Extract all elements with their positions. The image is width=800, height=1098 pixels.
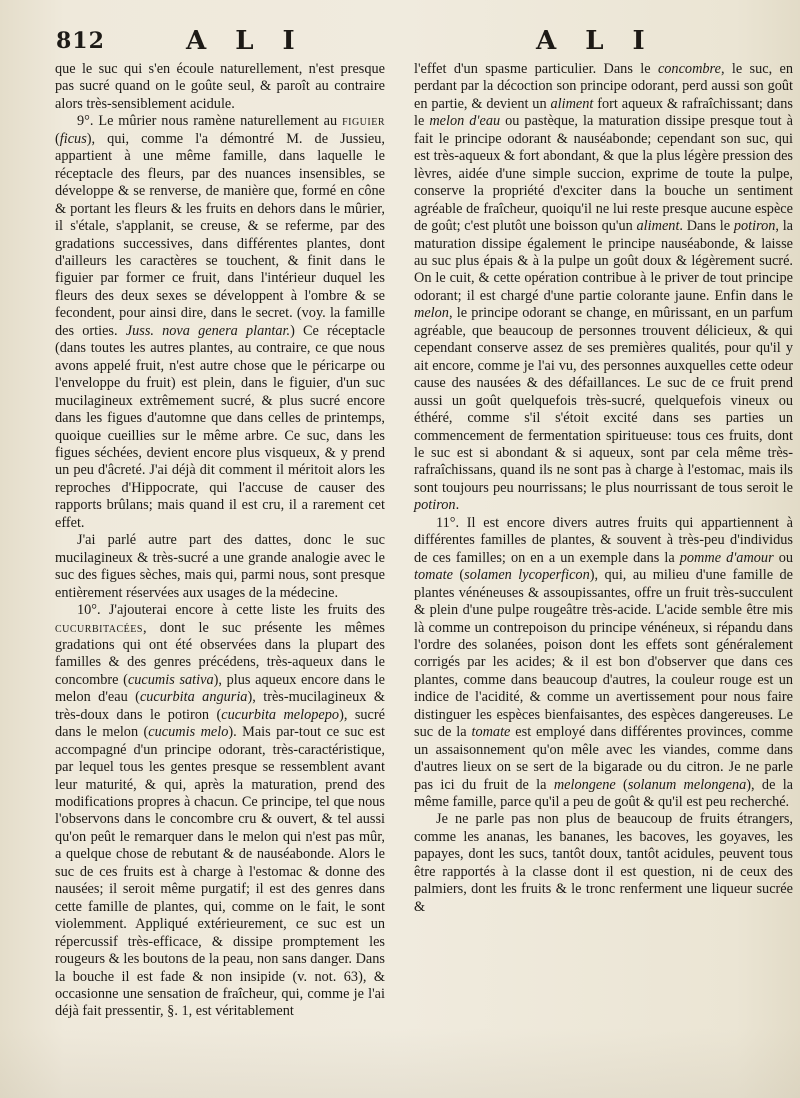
text-span: , dont le suc présente les mêmes gradations qui ont été observées dans la plupart des familles & des genres précédens, très-aqueux dans le concombre ( [55, 619, 385, 688]
text-span: ), très-mucilagineux & très-doux dans le potiron ( [55, 689, 385, 723]
text-span: ou pastèque, la maturation dissipe presque tout à fait le principe odorant & nauséabonde; cependant son suc, qui est très-aqueux & fort abondant, & que la plus légère pression des lèvres, aidée d'une simple succion, exprime de toute la pulpe, conserve la propriété d'exciter dans la bouche un sentiment agréable de fraîcheur, quoiqu'il ne lui reste presque aucune espèce de goût; c'est plutôt une boisson qu'un [414, 113, 793, 235]
paragraph-fruits-etrangers: Je ne parle pas non plus de beaucoup de fruits étrangers, comme les ananas, les bananes, les bacoves, les goyaves, les papayes, dont les sucs, tantôt doux, tantôt acidules, peuvent tous être rapportés à la classe dont il est question, ni de ceux des palmiers, dont les fruits & le tronc renferment une liqueur sucrée & [414, 811, 793, 915]
paragraph-continued [414, 61, 793, 515]
term-cucurbitacees: cucurbitacées [55, 619, 143, 636]
latin-name: ficus [59, 130, 87, 147]
italic-term: aliment [636, 218, 680, 235]
text-span: , qui, comme l'a démontré M. de Jussieu, appartient à une même famille, dans laquelle le réceptacle des fleurs, par des nuances insensibles, se développe & se renverse, de manière que, formé en cône & portant les fleurs & les fruits en dehors dans le mûrier, il s'étale, s'applanit, se creuse, & se referme, par des gradations successives, dans différentes plantes, dont d'ailleurs les caractères se touchent, & finit dans le figuier par former ce fruit, dans l'intérieur duquel les fleurs des deux sexes se développent à l'ombre & se fecondent, pour ainsi dire, dans le secret. (voy. la famille des orties. [55, 130, 385, 339]
latin-name: cucurbita melopepo [221, 706, 340, 723]
italic-term: concombre [657, 61, 721, 77]
italic-term: melon d'eau [429, 113, 501, 130]
page-number: 812 [56, 28, 105, 54]
paragraph-figuier: 9°. Le mûrier nous ramène naturellement au figuier (ficus), qui, comme l'a démontré M. de Jussieu, appartient à une même famille, dans laquelle le réceptacle des fleurs, par des nuances insensibles, se développe & se renverse, de manière que, formé en cône & portant les fleurs & les fruits en dehors dans le mûrier, il s'étale, s'applanit, se creuse, & se referme, par des gradations successives, dans différentes plantes, dont d'ailleurs les caractères se touchent, & finit dans le figuier par former ce fruit, dans l'intérieur duquel les fleurs des deux sexes se développent à l'ombre & se fecondent, pour ainsi dire, dans le secret. (voy. la famille des orties. Juss. nova genera plantar.) Ce réceptacle (dans toutes les autres plantes, au contraire, ce que nous avons appelé fruit, n'est autre chose que le péricarpe ou l'enveloppe du fruit) est plein, dans le figuier, d'un suc mucilagineux extrêmement sucré, & plus sucré encore dans les figues d'automne que dans celles de printemps, quoique cueillies sur le même arbre. Ce suc, dans les figues séchées, devient encore plus visqueux, & y prend un peu d'âcreté. J'ai déjà dit comment il méritoit alors les reproches d'Hippocrate, qui l'accuse de causer des rapports brûlans; mais quand il est cru, il a rarement cet effet. [55, 113, 386, 531]
paragraph-tomate [414, 515, 793, 812]
text-span: 10°. J'ajouterai encore à cette liste les fruits des [77, 602, 385, 619]
reference: Juss. nova genera plantar. [125, 322, 291, 339]
running-head-left: A L I [186, 26, 305, 56]
text-span: ) Ce réceptacle (dans toutes les autres plantes, au contraire, ce que nous avons appelé fruit, n'est autre chose que le péricarpe ou l'enveloppe du fruit) est plein, dans le figuier, d'un suc mucilagineux extrêmement sucré, & plus sucré encore dans les figues d'automne que dans celles de printemps, quoique cueillies sur le même arbre. Ce suc, dans les figues séchées, devient encore plus visqueux, & y prend un peu d'âcreté. J'ai déjà dit comment il méritoit alors les reproches d'Hippocrate, qui l'accuse de causer des rapports brûlans; mais quand il est cru, il a rarement cet effet. [55, 322, 385, 531]
running-head-right: A L I [536, 26, 655, 56]
italic-term: tomate [414, 567, 453, 584]
page-header [56, 22, 792, 56]
left-column [55, 61, 385, 1021]
text-span: , le principe odorant se change, en mûrissant, en un parfum agréable, que beaucoup de personnes trouvent délicieux, & qui cependant conserve assez de ses premières qualités, pour qu'il y ait encore, comme je l'ai vu, des personnes auxquelles cette odeur cause des nausées & des défaillances. Le suc de ce fruit prend aussi un goût quelquefois très-sucré, quelquefois vineux ou éthéré, comme s'il s'étoit excité dans ses parties un commencement de fermentation spiritueuse: tous ces fruits, dont le suc est si abondant & si aqueux, sont par cela même très-rafraîchissans, quand ils ne sont pas à charge à l'estomac, mais ils sont toujours peu nourrissans; le plus nourrissant de tous seroit le [414, 305, 793, 496]
right-column [414, 61, 793, 916]
italic-term: tomate [471, 724, 511, 741]
text-span: ou [778, 549, 793, 566]
text-span: ( [623, 776, 628, 793]
italic-term: potiron [414, 497, 456, 514]
italic-term: melongene [553, 776, 616, 793]
italic-term: pomme d'amour [679, 549, 774, 566]
text-span: ( [459, 567, 465, 584]
text-span: . [455, 497, 460, 514]
text-span: fort aqueux & rafraîchissant; dans le [414, 95, 793, 130]
text-span: ), de la même famille, parce qu'il a peu de goût & qu'il est peu recherché. [414, 776, 794, 811]
paragraph: que le suc qui s'en écoule naturellement, n'est presque pas sucré quand on le goûte seul, & paroît au contraire alors très-sensiblement acidule. [55, 61, 385, 112]
text-span: 11°. Il est encore divers autres fruits qui appartiennent à différentes familles de plantes, & souvent à très-peu d'individus de ces familles; on en a un exemple dans la [414, 514, 793, 566]
text-span: ), sucré dans le melon ( [55, 706, 385, 741]
text-span: l'effet d'un spasme particulier. Dans le [414, 61, 651, 77]
text-span: 9°. Le mûrier nous ramène naturellement au [77, 113, 338, 130]
text-span: ). Mais par-tout ce suc est accompagné d'un principe odorant, très-caractéristique, par lequel tous les gentes presque se ressemblent avant leur maturité, & qui, après la maturation, prend des modifications propres à chacun. Ce principe, tel que nous l'observons dans le concombre cru & ouvert, & tel aussi qu'on peût le remarquer dans le melon qui n'est pas mûr, a quelque chose de rebutant & de nauséabonde. Alors le suc de ces fruits est à charge à l'estomac & donne des nausées; il seroit même purgatif; il est des genres dans cette famille de plantes, qui, comme on le fait, le sont violemment. Appliqué extérieurement, ce suc est un répercussif très-efficace, & dissipe promptement les rougeurs & les boutons de la peau, non sans danger. Dans la bouche il est fade & non insipide (v. not. 63), & occasionne une sensation de fraîcheur, qui, comme je l'ai déjà fait pressentir, §. 1, est véritablement [55, 724, 385, 1020]
text-span: , le suc, en perdant par la décoction son principe odorant, perd aussi son goût en partie, & devient un [414, 61, 794, 112]
paragraph-dattes: J'ai parlé autre part des dattes, donc le suc mucilagineux & très-sucré a une grande analogie avec le suc des figues sèches, mais qui, parmi nous, sont presque entièrement réservées aux usages de la médecine. [55, 532, 385, 601]
text-span: est employé dans différentes provinces, comme un assaisonnement qu'on mêle avec les viandes, comme dans d'autres lieux on se sert de la bigarade ou du citron. Je ne parle pas ici du fruit de la [414, 724, 794, 793]
text-span: ), qui, au milieu d'une famille de plantes vénéneuses & assoupissantes, offre un fruit très-succulent & plein d'une pulpe rougeâtre très-acide. L'acide semble être mis là comme un contrepoison du principe vénéneux, si répandu dans l'ordre des solanées, poison dont les effets sont généralement corrigés par les acides; & il est bon d'observer que dans ces plantes, comme dans beaucoup d'autres, la couleur rouge est un indice de l'acidité, & comme un avertissement pour nous faire distinguer les espèces bienfaisantes, des espèces dangereuses. Le suc de la [414, 567, 794, 741]
italic-term: potiron [733, 218, 776, 235]
italic-term: aliment [550, 95, 594, 112]
text-span: ), plus aqueux encore dans le melon d'eau ( [55, 671, 385, 706]
paragraph-cucurbitacees [55, 602, 385, 1021]
latin-name: cucumis sativa [127, 671, 214, 688]
text-span: , la maturation dissipe également le principe nauséabonde, & laisse au suc plus épais & à la pulpe un goût doux & légèrement sucré. On le cuit, & cette opération contribue à le priver de tout principe odorant; il est chargé d'une partie colorante jaune. Enfin dans le [414, 218, 794, 304]
term-figuier: figuier [342, 113, 386, 130]
italic-term: melon [414, 305, 449, 322]
text-span: . Dans le [679, 218, 731, 235]
latin-name: solanum melongena [627, 776, 747, 793]
page-shadow [0, 1028, 800, 1098]
latin-name: cucurbita anguria [139, 689, 248, 706]
latin-name: cucumis melo [148, 724, 229, 741]
latin-name: solamen lycoperficon [464, 567, 590, 584]
